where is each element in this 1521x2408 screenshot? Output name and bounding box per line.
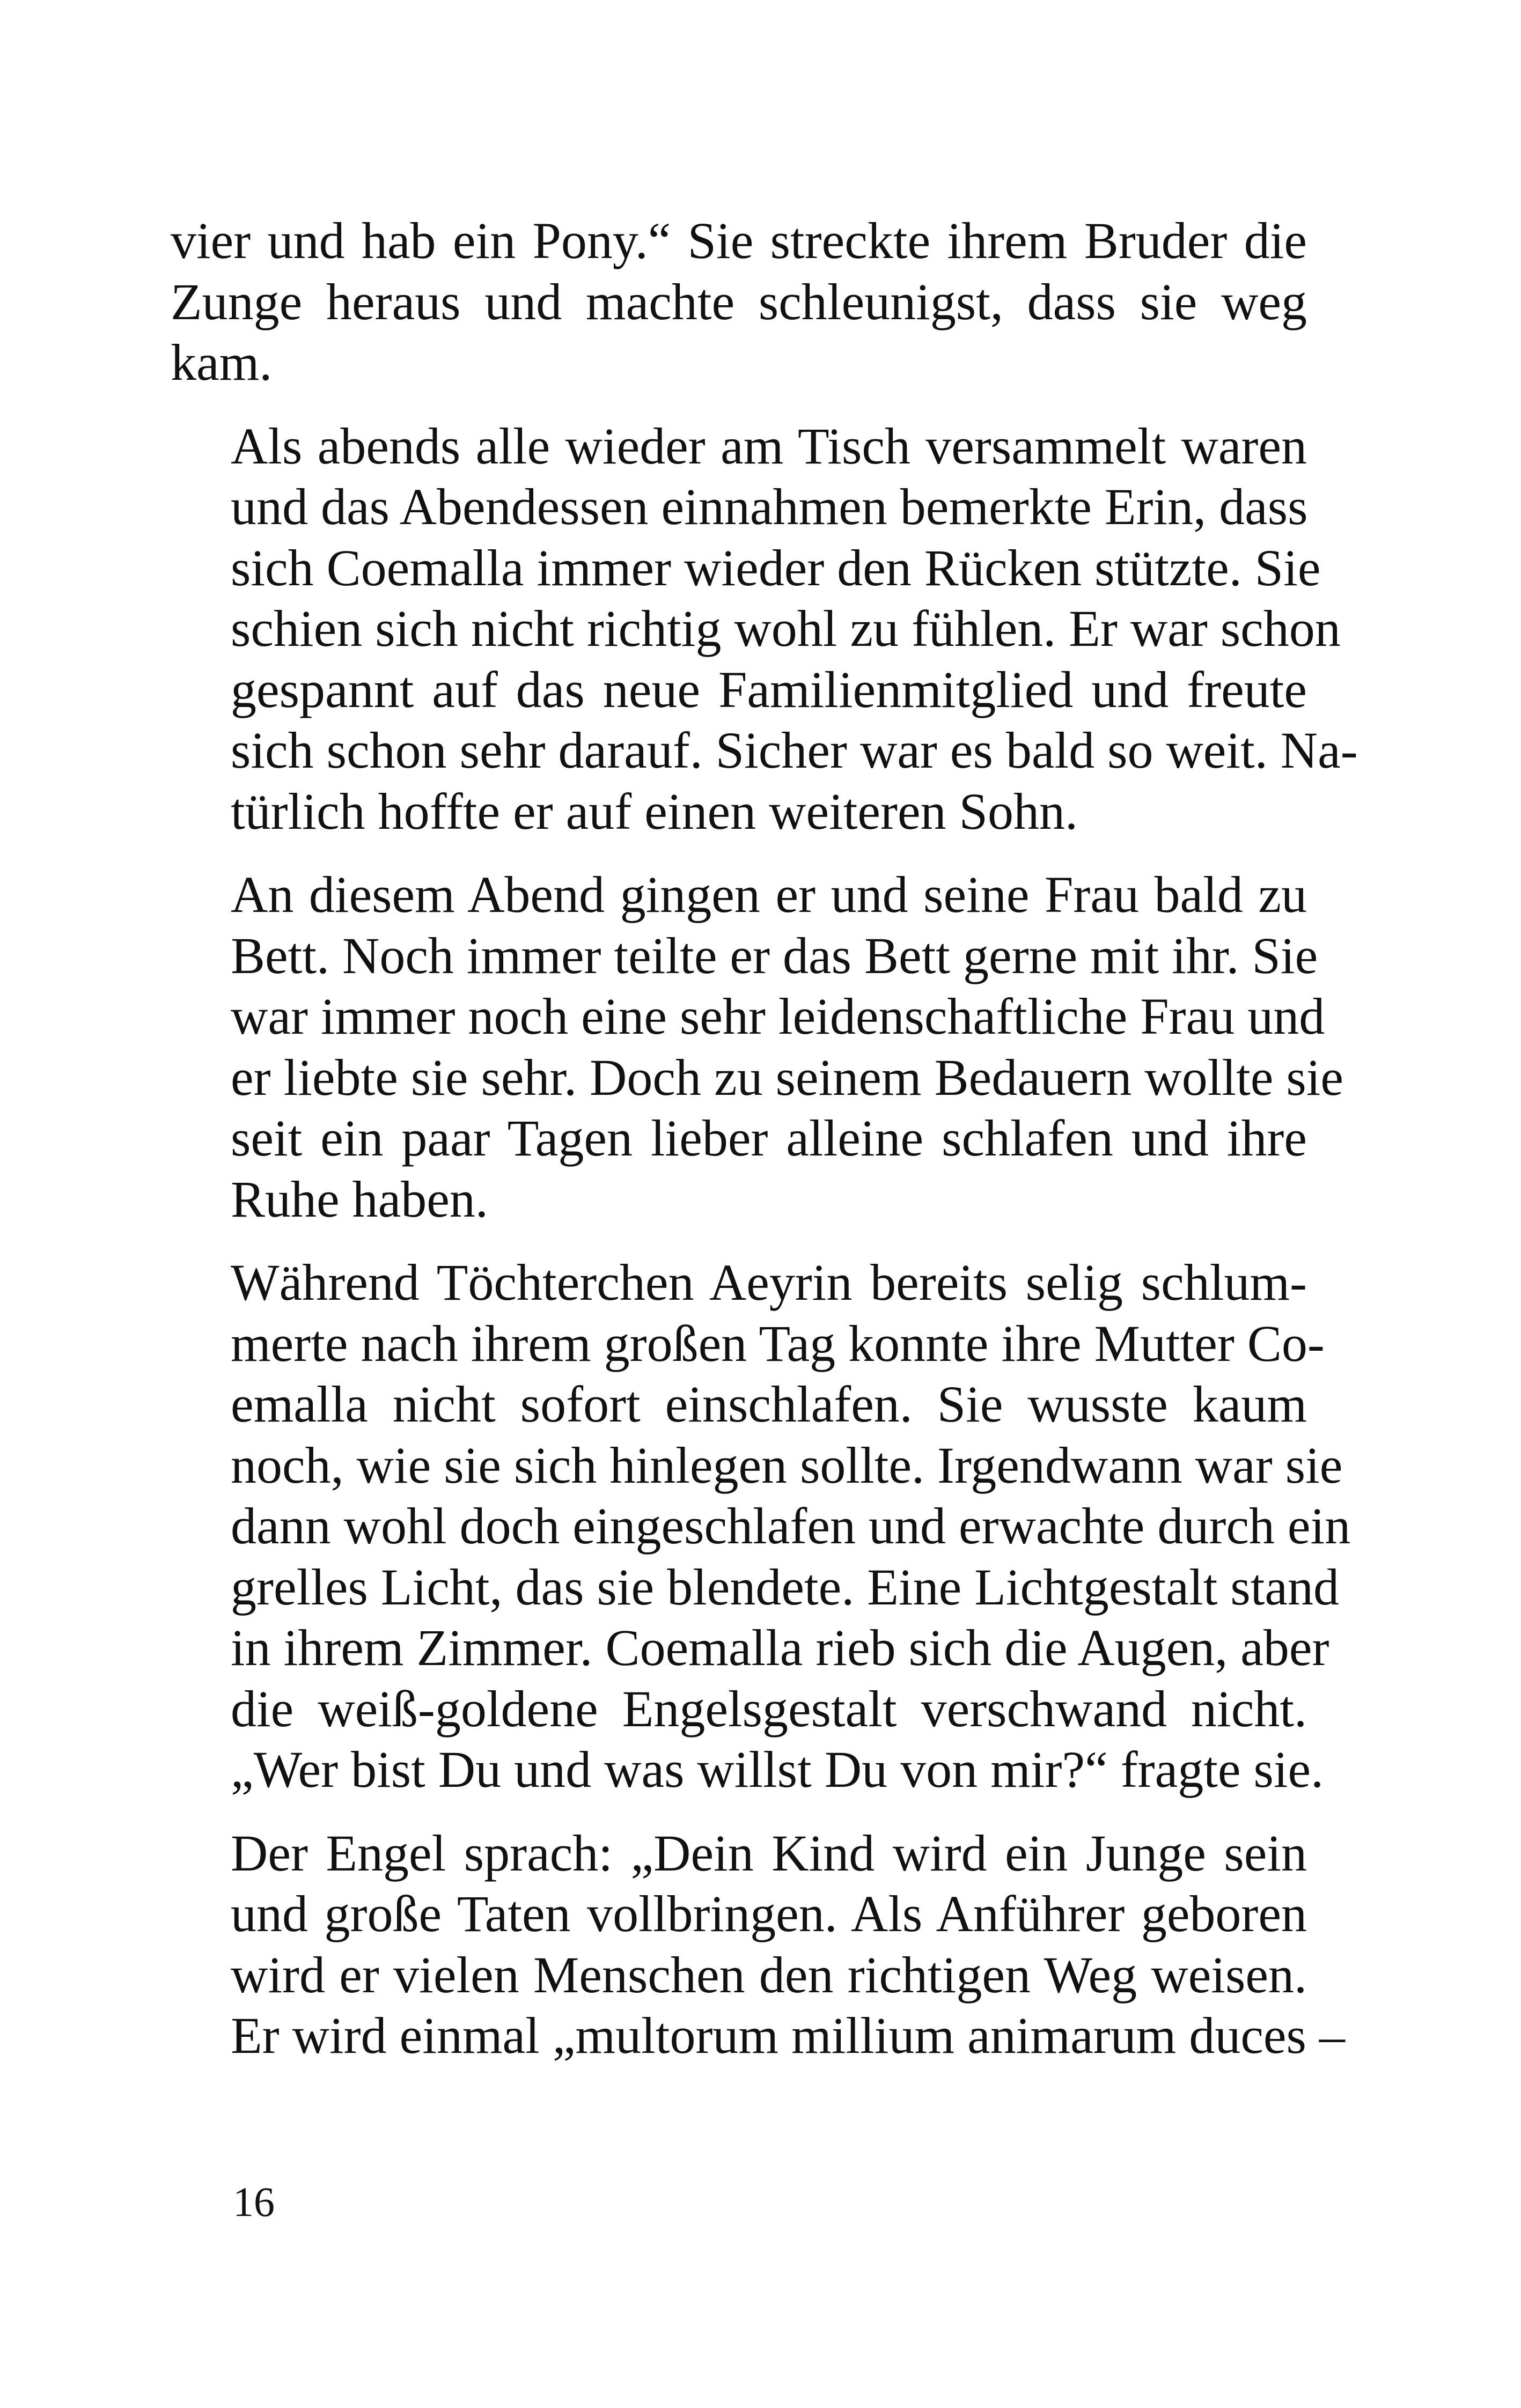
text-line: Zunge heraus und machte schleunigst, dass sie weg xyxy=(171,273,1307,330)
paragraph-5 xyxy=(171,1823,1345,2066)
text-line: die weiß-goldene Engelsgestalt verschwand nicht. xyxy=(231,1680,1307,1737)
text-line: An diesem Abend gingen er und seine Frau bald zu xyxy=(231,866,1307,923)
text-line: gespannt auf das neue Familienmitglied und freute xyxy=(231,660,1307,718)
text-line: „Wer bist Du und was willst Du von mir?“ fragte sie. xyxy=(231,1741,1324,1798)
text-line: Während Töchterchen Aeyrin bereits selig schlum- xyxy=(231,1254,1307,1311)
text-line: vier und hab ein Pony.“ Sie streckte ihrem Bruder die xyxy=(171,212,1307,269)
page-number: 16 xyxy=(233,2178,275,2225)
text-line: wird er vielen Menschen den richtigen Weg weisen. xyxy=(231,1946,1307,2004)
text-line: emalla nicht sofort einschlafen. Sie wusste kaum xyxy=(231,1375,1307,1433)
text-line: sich schon sehr darauf. Sicher war es bald so weit. Na- xyxy=(231,721,1358,779)
text-line: und große Taten vollbringen. Als Anführer geboren xyxy=(231,1885,1307,1942)
text-line: Er wird einmal „multorum millium animarum duces – xyxy=(231,2007,1345,2064)
paragraph-3 xyxy=(171,864,1343,1229)
text-line: merte nach ihrem großen Tag konnte ihre Mutter Co- xyxy=(231,1314,1325,1372)
paragraph-1 xyxy=(171,210,1307,393)
text-line: türlich hoffte er auf einen weiteren Sohn. xyxy=(231,782,1078,840)
text-line: sich Coemalla immer wieder den Rücken stützte. Sie xyxy=(231,539,1321,597)
text-line: schien sich nicht richtig wohl zu fühlen. Er war schon xyxy=(231,600,1341,657)
text-line: grelles Licht, das sie blendete. Eine Lichtgestalt stand xyxy=(231,1558,1340,1616)
paragraph-2 xyxy=(171,416,1358,842)
text-line: noch, wie sie sich hinlegen sollte. Irgendwann war sie xyxy=(231,1436,1343,1494)
text-line: Bett. Noch immer teilte er das Bett gerne mit ihr. Sie xyxy=(231,926,1318,984)
book-page-text xyxy=(171,210,1358,2089)
text-line: dann wohl doch eingeschlafen und erwachte durch ein xyxy=(231,1497,1351,1555)
text-line: er liebte sie sehr. Doch zu seinem Bedauern wollte sie xyxy=(231,1048,1343,1106)
text-line: war immer noch eine sehr leidenschaftliche Frau und xyxy=(231,988,1325,1045)
text-line: Als abends alle wieder am Tisch versammelt waren xyxy=(231,417,1307,475)
text-line: kam. xyxy=(171,334,273,391)
text-line: Ruhe haben. xyxy=(231,1170,488,1228)
text-line: Der Engel sprach: „Dein Kind wird ein Junge sein xyxy=(231,1824,1307,1882)
text-line: in ihrem Zimmer. Coemalla rieb sich die Augen, aber xyxy=(231,1619,1329,1676)
text-line: seit ein paar Tagen lieber alleine schlafen und ihre xyxy=(231,1109,1307,1167)
paragraph-4 xyxy=(171,1252,1351,1800)
text-line: und das Abendessen einnahmen bemerkte Erin, dass xyxy=(231,478,1308,535)
